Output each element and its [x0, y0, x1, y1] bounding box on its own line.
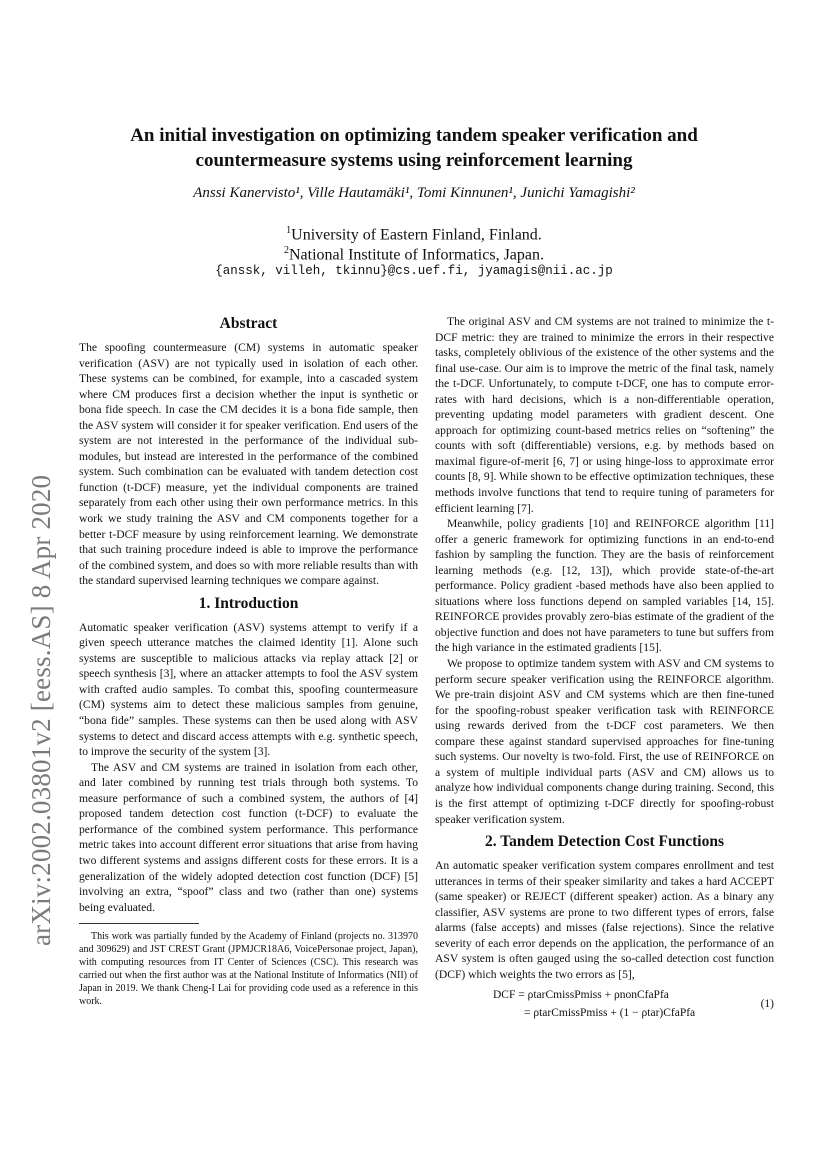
footnote: This work was partially funded by the Academy of Finland (projects no. 313970 and 309629) and JST CREST Grant (JPMJCR18A6, VoicePersonae project, Japan), with computing resources from IT Center of Sciences (CSC). This research was carried out when the first author was at the National Institute of Informatics (NII) of Japan in 2019. We thank Cheng-I Lai for providing code used as a reference in this work.: [79, 931, 418, 1008]
abstract-heading: Abstract: [219, 315, 278, 332]
affiliation-2: $^2$National Institute of Informatics, Japan.: [283, 245, 545, 264]
equation-1: [435, 988, 774, 1028]
arxiv-stamp-text: arXiv:2002.03801v2 [eess.AS] 8 Apr 2020: [26, 474, 56, 946]
abstract-text: The spoofing countermeasure (CM) systems in automatic speaker verification (ASV) are not typically used in isolation of each other. These systems can be combined, for example, into a cascaded system where CM produces first a decision whether the input is synthetic or bona fide speech. In case the CM decides it is a bona fide sample, then the ASV system will consider it for speaker verification. End users of the system are not interested in the performance of the individual sub-modules, but instead are interested in the performance of the combined system. Such combination can be evaluated with tandem detection cost function (t-DCF) measure, yet the individual components are trained separately from each other using their own performance metrics. In this work we study training the ASV and CM components together for a better t-DCF measure by using reinforcement learning. We demonstrate that such training procedure indeed is able to improve the performance of the combined system, and does so with more reliable results than with the standard supervised learning techniques we compare against.: [79, 341, 418, 588]
introduction-heading: 1. Introduction: [198, 594, 299, 612]
equation-line-2: = ρtarCmissPmiss + (1 − ρtar)CfaPfa: [524, 1007, 696, 1020]
right-paragraph-3: We propose to optimize tandem system with ASV and CM systems to perform secure speaker verification using the REINFORCE algorithm. We pre-train disjoint ASV and CM systems which are then fine-tuned for the spoofing-robust speaker verification task with REINFORCE using rewards derived from the t-DCF cost parameters. We then compare these against standard supervised approaches for fine-tuning such systems. Our novelty is two-fold. First, the use of REINFORCE on a system of multiple individual parts (ASV and CM) allows us to analyze how individual components change during training. Second, this is the first attempt of optimizing t-DCF directly for spoofing-robust speaker verification system.: [435, 657, 774, 826]
affiliation-1: $^1$University of Eastern Finland, Finland.: [286, 225, 542, 244]
right-paragraph-1: The original ASV and CM systems are not trained to minimize the t-DCF metric: they are trained to minimize the errors in their respective tasks, completely oblivious of the existence of the other systems and the final use-case. Our aim is to improve the metric of the final task, namely the t-DCF. Unfortunately, to compute t-DCF, one has to compute error-rates with hard decisions, which is a non-differentiable operation, preventing updating model parameters with gradient descent. One approach for optimizing count-based metrics relies on “softening” the counts with soft (differentiable) versions, e.g. by methods based on maximal figure-of-merit [6, 7] or using hinge-loss to approximate error counts [8, 9]. While shown to be effective optimization techniques, these methods involve functions that tend to require tuning of parameters for efficient learning [7].: [435, 315, 774, 515]
intro-paragraph-2: The ASV and CM systems are trained in isolation from each other, and later combined by running test trials through both systems. To measure performance of such a combined system, the authors of [4] proposed tandem detection cost function (t-DCF) to evaluate the performance of the combined system performance. This performance metric takes into account different error situations that arise from having two different systems and assigns different costs for these errors. It is a generalization of the widely adopted detection cost function (DCF) [5] involving an extra, “spoof” class and two (rather than one) systems being evaluated.: [79, 760, 418, 914]
author-emails: {anssk, villeh, tkinnu}@cs.uef.fi, jyamagis@nii.ac.jp: [215, 264, 613, 278]
equation-line-1: DCF = ρtarCmissPmiss + ρnonCfaPfa: [493, 989, 669, 1002]
right-column: [435, 314, 774, 1028]
intro-paragraph-1: Automatic speaker verification (ASV) systems attempt to verify if a given speech utterance matches the claimed identity [1]. Alone such systems are susceptible to malicious attacks via replay attack [2] or speech synthesis [3], where an attacker attempts to fool the ASV system with crafted audio samples. To combat this, spoofing countermeasure (CM) systems aim to detect these malicious samples from genuine, “bona fide” samples. These systems can then be used along with ASV systems to detect and discard access attempts with e.g. synthetic speech, to improve the security of the system [3].: [79, 620, 418, 759]
section-2-paragraph-1: An automatic speaker verification system compares enrollment and test utterances in terms of their speaker similarity and takes a hard ACCEPT (same speaker) or REJECT (different speaker) action. As a binary any classifier, ASV systems are prone to two different types of errors, false alarms (false accepts) and misses (false rejections). Since the relative severity of each error depends on the application, the performance of an ASV system is often gauged using the so-called detection cost function (DCF) which weights the two errors as [5],: [435, 859, 774, 981]
equation-number: (1): [760, 998, 774, 1011]
section-2-heading: 2. Tandem Detection Cost Functions: [485, 833, 724, 851]
footnote-rule: [79, 923, 199, 924]
paper-title: [100, 123, 728, 173]
right-paragraph-2: Meanwhile, policy gradients [10] and REINFORCE algorithm [11] offer a generic framework for optimizing functions in an end-to-end fashion by sampling the function. They are the basis of reinforcement learning methods (e.g. [12, 13]), which provide state-of-the-art performance. Policy gradient -based methods have also been applied to situations where loss functions depend on sampled variables [14, 15]. REINFORCE provides provably zero-bias estimate of the gradient of the objective function and does not have parameters to tune but suffers from the high variance in the estimated gradients [15].: [435, 517, 774, 655]
arxiv-stamp: [26, 356, 56, 946]
title-line-1: An initial investigation on optimizing tandem speaker verification and: [130, 125, 698, 146]
authors: Anssi Kanervisto¹, Ville Hautamäki¹, Tomi Kinnunen¹, Junichi Yamagishi²: [193, 185, 635, 201]
affiliation-1-text: University of Eastern Finland, Finland.: [291, 226, 542, 244]
left-column: [79, 314, 418, 1008]
title-line-2: countermeasure systems using reinforcement learning: [195, 150, 633, 171]
affiliation-2-text: National Institute of Informatics, Japan.: [288, 246, 545, 264]
